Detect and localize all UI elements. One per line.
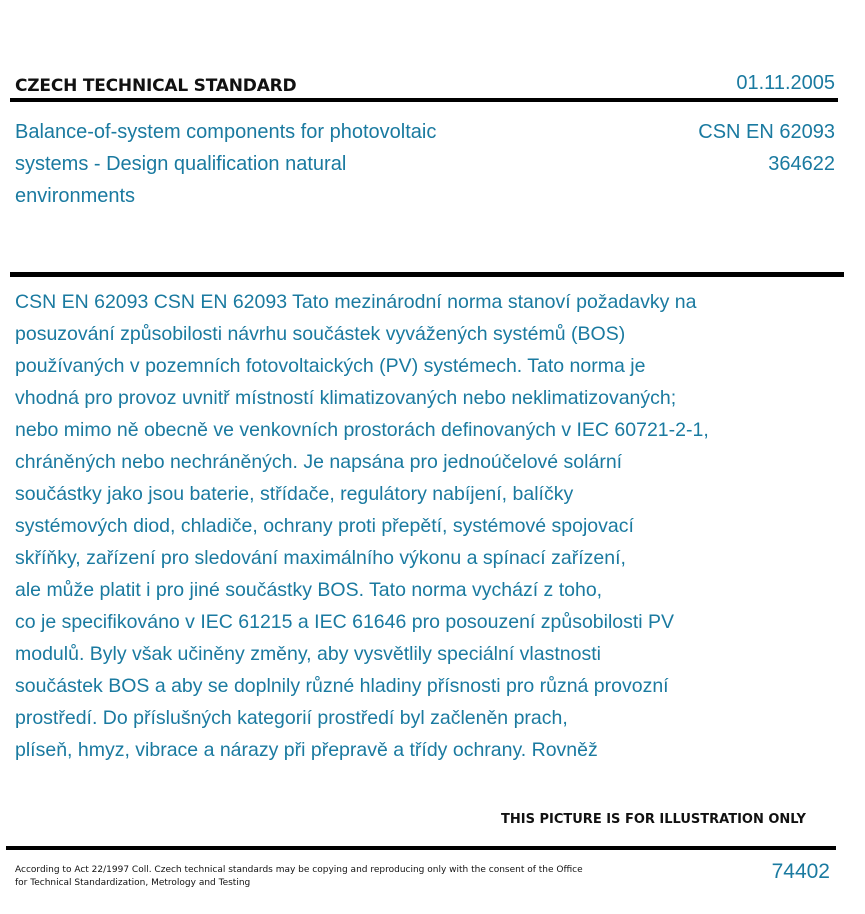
standard-type-label: CZECH TECHNICAL STANDARD	[15, 76, 297, 96]
abstract-line: vhodná pro provoz uvnitř místností klimatizovaných nebo neklimatizovaných;	[15, 387, 677, 409]
abstract-line: CSN EN 62093 CSN EN 62093 Tato mezinárodní norma stanoví požadavky na	[15, 291, 697, 313]
abstract-line: ale může platit i pro jiné součástky BOS. Tato norma vychází z toho,	[15, 579, 603, 601]
header-divider	[10, 98, 838, 102]
abstract-line: posuzování způsobilosti návrhu součástek vyvážených systémů (BOS)	[15, 323, 626, 345]
abstract-line: plíseň, hmyz, vibrace a nárazy při přepravě a třídy ochrany. Rovněž	[15, 739, 598, 761]
legal-line: According to Act 22/1997 Coll. Czech technical standards may be copying and reproducing only with the consent of the Office	[15, 865, 583, 875]
publication-date: 01.11.2005	[736, 72, 835, 94]
title-line: systems - Design qualification natural	[15, 153, 347, 175]
abstract-line: součástky jako jsou baterie, střídače, regulátory nabíjení, balíčky	[15, 483, 574, 505]
document-title	[15, 116, 495, 212]
abstract-line: prostředí. Do příslušných kategorií prostředí byl začleněn prach,	[15, 707, 568, 729]
document-number: 74402	[771, 860, 830, 883]
abstract-line: systémových diod, chladiče, ochrany proti přepětí, systémové spojovací	[15, 515, 634, 537]
footer-divider	[6, 846, 836, 850]
abstract-line: co je specifikováno v IEC 61215 a IEC 61646 pro posouzení způsobilosti PV	[15, 611, 675, 633]
abstract-line: modulů. Byly však učiněny změny, aby vysvětlily speciální vlastnosti	[15, 643, 601, 665]
legal-notice	[15, 864, 595, 890]
catalog-number: 364622	[768, 153, 835, 175]
abstract-text	[15, 286, 805, 766]
legal-line: for Technical Standardization, Metrology and Testing	[15, 878, 251, 888]
title-line: environments	[15, 185, 136, 207]
abstract-line: skříňky, zařízení pro sledování maximálního výkonu a spínací zařízení,	[15, 547, 626, 569]
title-line: Balance-of-system components for photovoltaic	[15, 121, 437, 143]
abstract-line: chráněných nebo nechráněných. Je napsána pro jednoúčelové solární	[15, 451, 623, 473]
abstract-line: používaných v pozemních fotovoltaických (PV) systémech. Tato norma je	[15, 355, 646, 377]
standard-codes	[698, 116, 835, 180]
standard-code: CSN EN 62093	[698, 121, 835, 143]
illustration-notice: THIS PICTURE IS FOR ILLUSTRATION ONLY	[501, 812, 806, 827]
title-divider	[10, 272, 844, 277]
abstract-line: součástek BOS a aby se doplnily různé hladiny přísnosti pro různá provozní	[15, 675, 669, 697]
abstract-line: nebo mimo ně obecně ve venkovních prostorách definovaných v IEC 60721-2-1,	[15, 419, 709, 441]
